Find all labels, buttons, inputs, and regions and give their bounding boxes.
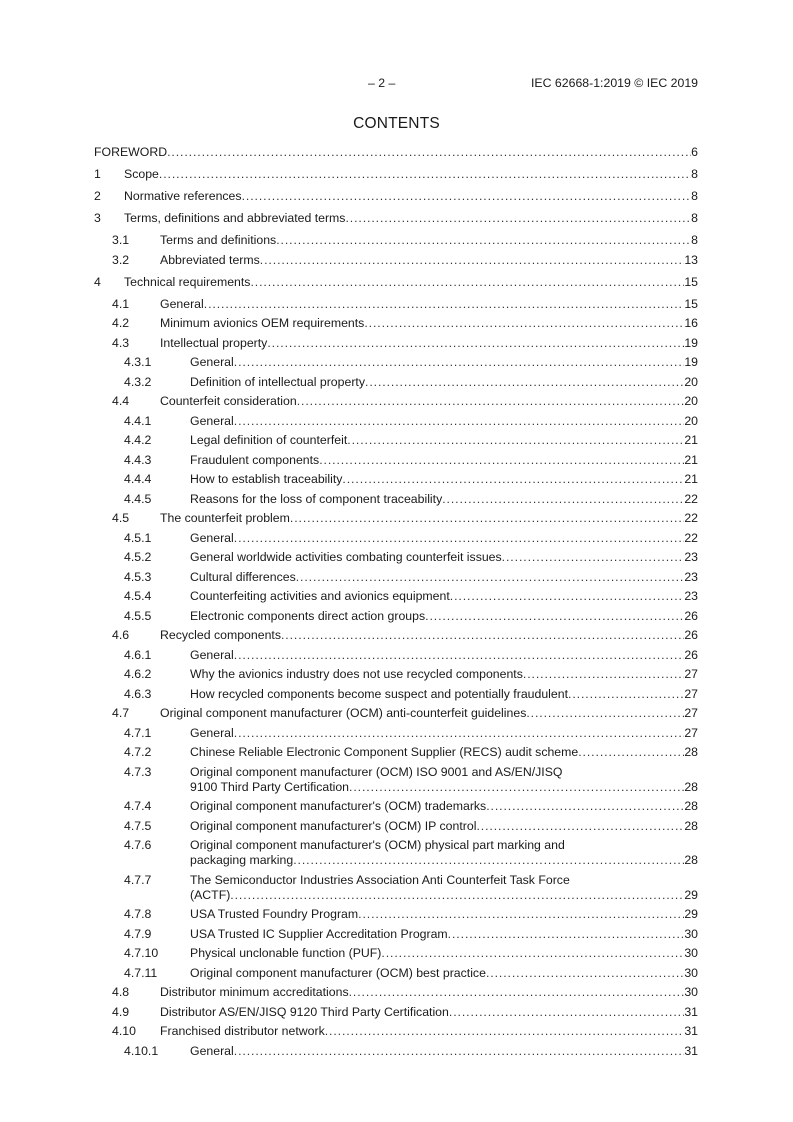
toc-entry[interactable]: [94, 316, 698, 331]
dot-leader: [349, 780, 684, 795]
toc-entry[interactable]: [94, 1044, 698, 1059]
toc-entry-number: 4.6.3: [124, 686, 152, 701]
toc-entry[interactable]: [94, 667, 698, 682]
toc-entry[interactable]: [94, 628, 698, 643]
toc-entry-number: 4.6: [112, 628, 130, 642]
toc-entry-number: 4.7.10: [124, 946, 159, 960]
dot-leader: [230, 888, 684, 903]
toc-entry-title: The counterfeit problem: [160, 511, 290, 525]
toc-entry[interactable]: [94, 275, 698, 290]
toc-entry-page: 8: [691, 167, 698, 181]
toc-entry-page: 26: [684, 608, 698, 623]
toc-entry-title: Legal definition of counterfeit: [190, 433, 348, 447]
toc-entry-title: Original component manufacturer (OCM) best practice: [190, 965, 486, 980]
toc-entry-number: 4.1: [112, 296, 130, 311]
toc-entry[interactable]: [94, 492, 698, 507]
toc-entry-title-line1: The Semiconductor Industries Association Anti Counterfeit Task Force: [190, 872, 570, 887]
toc-entry[interactable]: [94, 927, 698, 942]
dot-leader: [486, 799, 684, 814]
toc-entry-page: 23: [684, 569, 698, 584]
toc-entry-title: packaging marking: [190, 853, 294, 867]
toc-entry-title: Fraudulent components: [190, 452, 320, 467]
toc-entry-page: 31: [684, 1043, 698, 1058]
toc-entry[interactable]: [94, 570, 698, 585]
toc-entry-number: 4.6.1: [124, 647, 152, 662]
toc-entry-title-line1: Original component manufacturer (OCM) ISO 9001 and AS/EN/JISQ: [190, 764, 563, 779]
dot-leader: [425, 609, 684, 624]
dot-leader: [486, 966, 684, 981]
dot-leader: [526, 706, 684, 721]
toc-entry-number: 4.4: [112, 394, 130, 408]
dot-leader: [167, 145, 691, 160]
toc-entry-page: 30: [684, 985, 698, 999]
toc-entry-title: Cultural differences: [190, 569, 296, 584]
toc-entry[interactable]: [94, 472, 698, 487]
toc-entry[interactable]: [94, 838, 698, 868]
toc-entry-title: General: [190, 725, 234, 740]
toc-entry-title: General: [190, 355, 234, 369]
toc-entry[interactable]: [94, 211, 698, 226]
toc-entry-page: 29: [684, 887, 698, 902]
dot-leader: [250, 275, 684, 290]
toc-entry-number: 4.7.4: [124, 799, 152, 813]
dot-leader: [234, 1044, 685, 1059]
toc-entry-page: 30: [684, 965, 698, 980]
toc-entry-number: 4.9: [112, 1004, 130, 1019]
toc-entry[interactable]: [94, 985, 698, 1000]
dot-leader: [349, 985, 685, 1000]
toc-entry-page: 8: [691, 189, 698, 203]
toc-entry-page: 28: [684, 779, 698, 794]
toc-entry-title: Chinese Reliable Electronic Component Supplier (RECS) audit scheme: [190, 745, 579, 759]
standard-id: IEC 62668-1:2019 © IEC 2019: [531, 76, 698, 90]
toc-entry-title: Original component manufacturer's (OCM) IP control: [190, 818, 477, 833]
page-title: CONTENTS: [353, 115, 440, 132]
toc-entry-page: 30: [684, 946, 698, 960]
toc-entry[interactable]: [94, 873, 698, 903]
toc-entry-page: 19: [684, 355, 698, 369]
dot-leader: [319, 453, 684, 468]
toc-entry-title: FOREWORD: [94, 145, 168, 159]
toc-entry-title: 9100 Third Party Certification: [190, 779, 350, 794]
toc-entry-title: Physical unclonable function (PUF): [190, 946, 382, 960]
toc-entry-page: 21: [684, 433, 698, 447]
toc-entry-title: Technical requirements: [124, 274, 251, 289]
toc-entry-page: 28: [684, 799, 698, 813]
toc-entry-page: 20: [684, 394, 698, 408]
dot-leader: [449, 1005, 684, 1020]
toc-entry[interactable]: [94, 355, 698, 370]
toc-entry-page: 26: [684, 628, 698, 642]
toc-entry-number: 4: [94, 274, 101, 289]
toc-entry-page: 16: [684, 316, 698, 330]
toc-entry-number: 4.6.2: [124, 667, 152, 681]
toc-entry-title: Minimum avionics OEM requirements: [160, 316, 365, 330]
toc-entry-page: 20: [684, 374, 698, 389]
toc-entry-title: Distributor AS/EN/JISQ 9120 Third Party Certification: [160, 1004, 449, 1019]
toc-entry-page: 26: [684, 647, 698, 662]
toc-entry-page: 19: [684, 335, 698, 350]
toc-entry-page: 6: [691, 145, 698, 159]
toc-entry-title: Counterfeit consideration: [160, 394, 297, 408]
toc-entry-number: 4.2: [112, 316, 130, 330]
dot-leader: [234, 355, 685, 370]
dot-leader: [578, 745, 684, 760]
toc-entry-page: 27: [684, 686, 698, 701]
toc-entry[interactable]: [94, 167, 698, 182]
toc-entry[interactable]: [94, 799, 698, 814]
toc-entry-number: 4.4.2: [124, 433, 152, 447]
toc-entry-number: 4.7.7: [124, 872, 152, 887]
toc-entry-title-line1: Original component manufacturer's (OCM) physical part marking and: [190, 838, 565, 852]
toc-entry-number: 3.2: [112, 252, 130, 267]
toc-entry[interactable]: [94, 233, 698, 248]
toc-entry[interactable]: [94, 648, 698, 663]
toc-entry-title: Original component manufacturer (OCM) anti-counterfeit guidelines: [160, 706, 527, 720]
toc-entry-page: 22: [684, 511, 698, 525]
dot-leader: [297, 394, 685, 409]
toc-entry[interactable]: [94, 531, 698, 546]
toc-entry-number: 4.10: [112, 1024, 136, 1038]
toc-entry-title: General: [190, 647, 234, 662]
toc-entry-page: 22: [684, 530, 698, 545]
toc-entry-number: 4.5.2: [124, 550, 152, 564]
toc-entry-page: 30: [684, 926, 698, 941]
toc-entry-number: 4.7.3: [124, 764, 152, 779]
toc-entry-page: 22: [684, 491, 698, 506]
toc-entry[interactable]: [94, 253, 698, 268]
dot-leader: [364, 316, 684, 331]
toc-entry[interactable]: [94, 907, 698, 922]
dot-leader: [342, 472, 684, 487]
dot-leader: [325, 1024, 685, 1039]
dot-leader: [204, 297, 685, 312]
toc-entry-number: 4.5.5: [124, 608, 152, 623]
toc-entry-title: Counterfeiting activities and avionics equipment: [190, 589, 450, 603]
toc-entry-title: Original component manufacturer's (OCM) trademarks: [190, 799, 487, 813]
toc-entry-page: 28: [684, 745, 698, 759]
toc-entry-title: Definition of intellectual property: [190, 374, 365, 389]
toc-entry-page: 15: [684, 296, 698, 311]
toc-entry-number: 3.1: [112, 233, 130, 247]
toc-entry-number: 4.7.6: [124, 838, 152, 852]
dot-leader: [442, 492, 684, 507]
toc-entry-page: 31: [684, 1004, 698, 1019]
dot-leader: [476, 819, 684, 834]
toc-entry[interactable]: [94, 706, 698, 721]
toc-entry-page: 28: [684, 818, 698, 833]
toc-entry-number: 2: [94, 189, 101, 203]
toc-entry[interactable]: [94, 946, 698, 961]
toc-entry-number: 4.7: [112, 706, 130, 720]
toc-entry-number: 4.7.5: [124, 818, 152, 833]
toc-entry-title: Normative references: [124, 189, 242, 203]
dot-leader: [234, 531, 685, 546]
toc-entry-number: 4.7.1: [124, 725, 152, 740]
toc-entry-title: Scope: [124, 167, 159, 181]
toc-entry[interactable]: [94, 687, 698, 702]
toc-entry-page: 31: [684, 1024, 698, 1038]
toc-entry-number: 4.4.4: [124, 472, 152, 486]
toc-entry[interactable]: [94, 336, 698, 351]
toc-entry-title: USA Trusted IC Supplier Accreditation Program: [190, 926, 448, 941]
toc-entry-page: 27: [684, 725, 698, 740]
toc-entry-number: 4.7.2: [124, 745, 152, 759]
toc-entry-title: Intellectual property: [160, 335, 268, 350]
toc-entry[interactable]: [94, 394, 698, 409]
toc-entry-title: General: [190, 1043, 234, 1058]
toc-entry-number: 1: [94, 167, 101, 181]
toc-entry-page: 8: [691, 211, 698, 225]
toc-entry-title: Recycled components: [160, 628, 281, 642]
toc-entry-title: Electronic components direct action groups: [190, 608, 426, 623]
toc-entry-title: Why the avionics industry does not use recycled components: [190, 667, 523, 681]
toc-entry[interactable]: [94, 375, 698, 390]
toc-entry-title: General worldwide activities combating counterfeit issues: [190, 550, 502, 564]
dot-leader: [267, 336, 684, 351]
toc-entry-title: Franchised distributor network: [160, 1024, 325, 1038]
dot-leader: [296, 570, 685, 585]
toc-entry[interactable]: [94, 511, 698, 526]
toc-entry-page: 13: [684, 252, 698, 267]
toc-entry[interactable]: [94, 819, 698, 834]
toc-entry-page: 8: [691, 233, 698, 247]
dot-leader: [242, 189, 692, 204]
toc-entry-number: 4.4.3: [124, 452, 152, 467]
toc-entry[interactable]: [94, 745, 698, 760]
dot-leader: [276, 233, 691, 248]
dot-leader: [260, 253, 685, 268]
toc-entry-number: 4.5: [112, 511, 130, 525]
toc-entry[interactable]: [94, 550, 698, 565]
dot-leader: [523, 667, 684, 682]
toc-entry[interactable]: [94, 414, 698, 429]
toc-entry[interactable]: [94, 189, 698, 204]
toc-entry-number: 4.10.1: [124, 1043, 159, 1058]
toc-entry-title: Terms, definitions and abbreviated terms: [124, 211, 346, 225]
toc-entry-page: 23: [684, 550, 698, 564]
dot-leader: [358, 907, 684, 922]
toc-entry[interactable]: [94, 966, 698, 981]
toc-entry-number: 4.4.5: [124, 491, 152, 506]
dot-leader: [290, 511, 684, 526]
toc-entry-number: 3: [94, 211, 101, 225]
toc-entry-number: 4.7.9: [124, 926, 152, 941]
table-of-contents: [94, 145, 698, 1059]
toc-entry-number: 4.5.4: [124, 589, 152, 603]
toc-entry-page: 21: [684, 472, 698, 486]
toc-entry-page: 27: [684, 667, 698, 681]
toc-entry-title: How to establish traceability: [190, 472, 343, 486]
toc-entry-page: 21: [684, 452, 698, 467]
toc-entry[interactable]: [94, 609, 698, 624]
toc-entry-page: 27: [684, 706, 698, 720]
toc-entry-title: General: [160, 296, 204, 311]
toc-entry[interactable]: [94, 453, 698, 468]
dot-leader: [293, 853, 684, 868]
toc-entry-number: 4.5.1: [124, 530, 152, 545]
toc-entry-page: 15: [684, 274, 698, 289]
toc-entry[interactable]: [94, 589, 698, 604]
toc-entry[interactable]: [94, 297, 698, 312]
dot-leader: [345, 211, 691, 226]
dot-leader: [347, 433, 684, 448]
toc-entry-number: 4.3: [112, 335, 130, 350]
toc-entry-title: USA Trusted Foundry Program: [190, 907, 359, 921]
toc-entry-title: General: [190, 413, 234, 428]
dot-leader: [568, 687, 684, 702]
dot-leader: [365, 375, 684, 390]
toc-entry-number: 4.4.1: [124, 413, 152, 428]
dot-leader: [450, 589, 685, 604]
toc-entry-title: Distributor minimum accreditations: [160, 985, 349, 999]
toc-entry[interactable]: [94, 765, 698, 795]
toc-entry-number: 4.7.8: [124, 907, 152, 921]
toc-entry[interactable]: [94, 145, 698, 160]
toc-entry[interactable]: [94, 433, 698, 448]
toc-entry-title: How recycled components become suspect and potentially fraudulent: [190, 686, 569, 701]
dot-leader: [502, 550, 685, 565]
page-header: [0, 76, 793, 92]
page-number: – 2 –: [368, 76, 396, 90]
dot-leader: [159, 167, 691, 182]
toc-entry-number: 4.3.1: [124, 355, 152, 369]
toc-entry-page: 23: [684, 589, 698, 603]
toc-entry-number: 4.3.2: [124, 374, 152, 389]
dot-leader: [448, 927, 685, 942]
toc-entry-title: Reasons for the loss of component traceability: [190, 491, 443, 506]
toc-entry-page: 28: [684, 853, 698, 867]
toc-entry-number: 4.7.11: [124, 965, 158, 980]
toc-entry-title: (ACTF): [190, 887, 231, 902]
dot-leader: [381, 946, 684, 961]
toc-entry[interactable]: [94, 1005, 698, 1020]
toc-entry-number: 4.8: [112, 985, 130, 999]
toc-entry-page: 29: [684, 907, 698, 921]
dot-leader: [234, 648, 685, 663]
dot-leader: [234, 726, 685, 741]
toc-entry-title: General: [190, 530, 234, 545]
toc-entry[interactable]: [94, 1024, 698, 1039]
toc-entry-number: 4.5.3: [124, 569, 152, 584]
dot-leader: [281, 628, 684, 643]
toc-entry[interactable]: [94, 726, 698, 741]
toc-entry-page: 20: [684, 413, 698, 428]
toc-entry-title: Abbreviated terms: [160, 252, 260, 267]
toc-entry-title: Terms and definitions: [160, 233, 277, 247]
dot-leader: [234, 414, 685, 429]
